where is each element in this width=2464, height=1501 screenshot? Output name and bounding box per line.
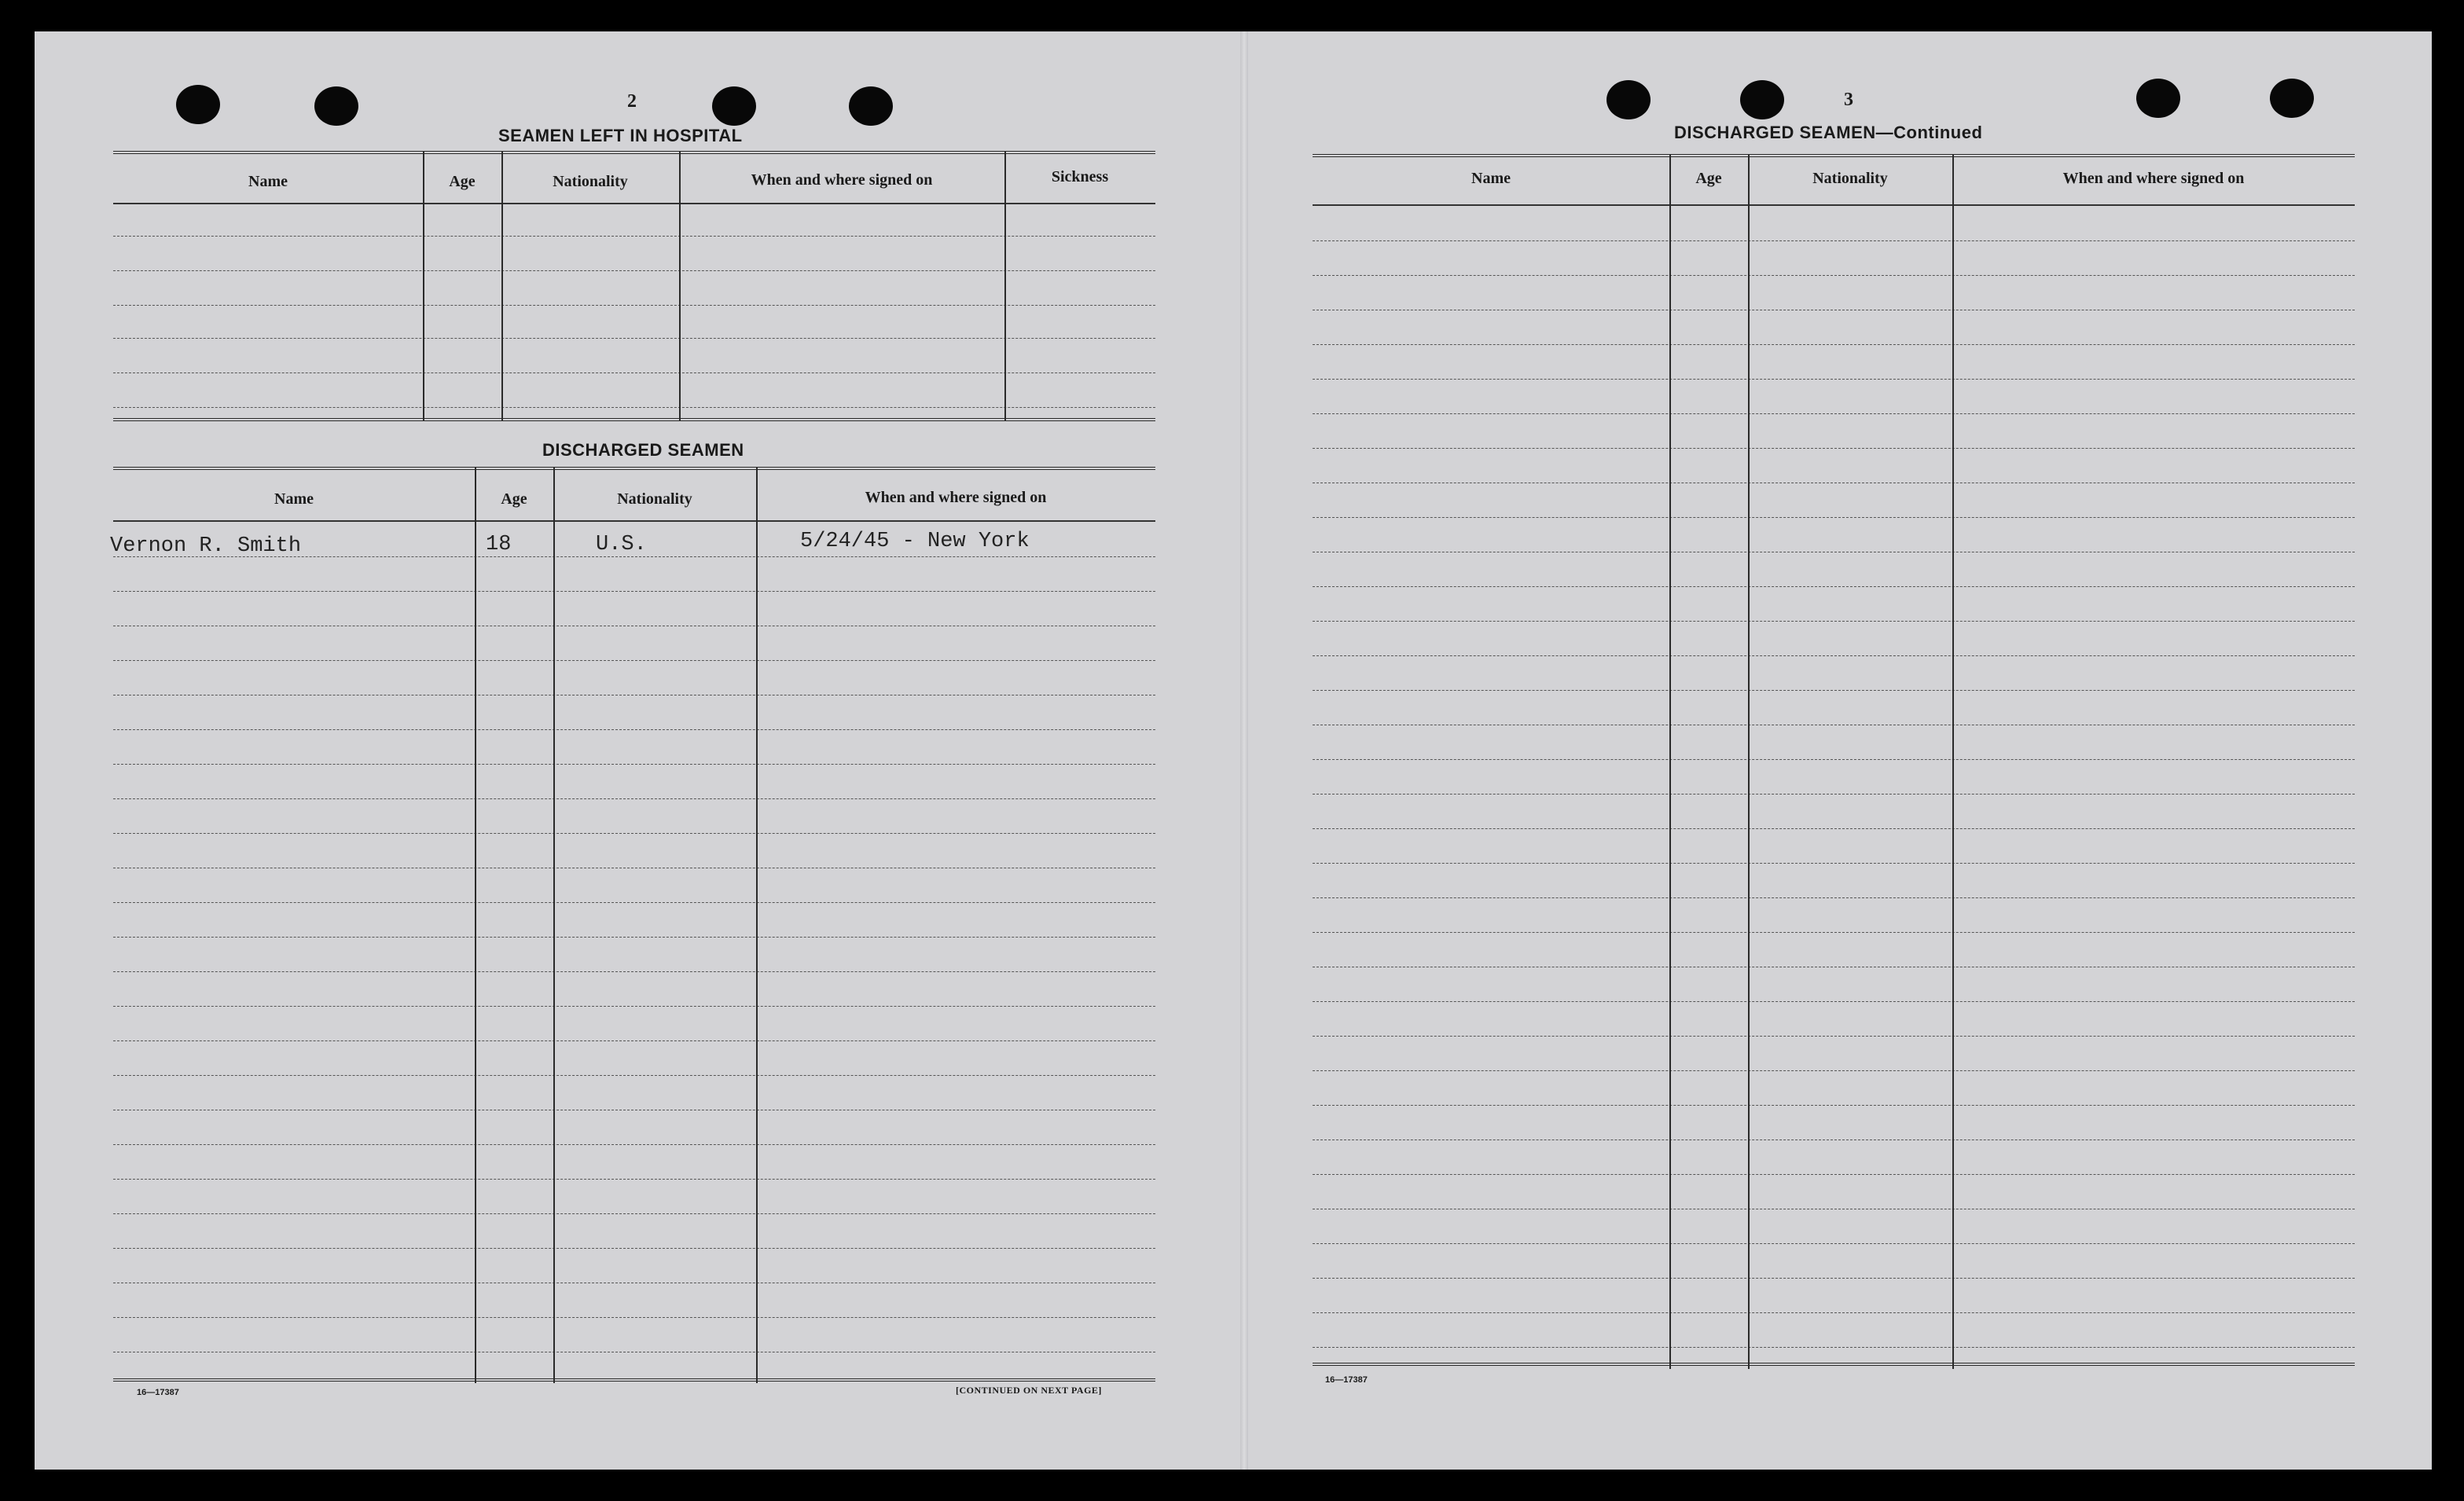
- row-line: [113, 1144, 1155, 1145]
- row-line: [1313, 379, 2355, 380]
- row-line: [113, 305, 1155, 306]
- column-divider: [1952, 154, 1954, 1369]
- row-line: [1313, 517, 2355, 518]
- column-divider: [1748, 154, 1750, 1369]
- row-line: [113, 1213, 1155, 1214]
- column-divider: [475, 467, 476, 1383]
- column-divider: [501, 151, 503, 421]
- punch-hole: [712, 86, 756, 126]
- punch-hole: [2136, 79, 2180, 118]
- table-bottom-rule: [1313, 1363, 2355, 1366]
- row-line: [1313, 621, 2355, 622]
- discharged-section-title: DISCHARGED SEAMEN: [542, 440, 744, 460]
- row-line: [1313, 1278, 2355, 1279]
- header-bottom-rule: [113, 520, 1155, 522]
- punch-hole: [849, 86, 893, 126]
- row-line: [113, 372, 1155, 373]
- page-number: 2: [627, 91, 637, 112]
- row-line: [113, 236, 1155, 237]
- row-line: [1313, 413, 2355, 414]
- discharged-continued-title: [1674, 123, 1982, 143]
- row-line: [113, 798, 1155, 799]
- column-header-signed-on: When and where signed on: [865, 489, 1047, 506]
- row-line: [113, 764, 1155, 765]
- row-line: [1313, 1312, 2355, 1313]
- table-bottom-rule: [113, 1378, 1155, 1382]
- header-bottom-rule: [1313, 204, 2355, 206]
- row-line: [1313, 1070, 2355, 1071]
- title-suffix: —Continued: [1875, 123, 1983, 142]
- seaman-age: 18: [486, 533, 512, 556]
- column-divider: [679, 151, 681, 421]
- form-number: 16—17387: [1325, 1375, 1368, 1385]
- row-line: [1313, 586, 2355, 587]
- row-line: [113, 1179, 1155, 1180]
- row-line: [113, 1040, 1155, 1041]
- row-line: [113, 902, 1155, 903]
- title-main: DISCHARGED SEAMEN: [1674, 123, 1876, 142]
- row-line: [1313, 1036, 2355, 1037]
- row-line: [1313, 897, 2355, 898]
- row-line: [113, 729, 1155, 730]
- row-line: [113, 937, 1155, 938]
- column-header-name: Name: [1471, 170, 1511, 187]
- hospital-section-title: SEAMEN LEFT IN HOSPITAL: [498, 126, 743, 145]
- discharged-table: [110, 467, 1155, 1383]
- row-line: [1313, 655, 2355, 656]
- column-header-name: Name: [274, 490, 314, 508]
- row-line: [1313, 1243, 2355, 1244]
- row-line: [113, 591, 1155, 592]
- row-line: [113, 660, 1155, 661]
- row-line: [1313, 690, 2355, 691]
- row-line: [1313, 794, 2355, 795]
- column-header-signed-on: When and where signed on: [751, 171, 933, 189]
- punch-hole: [176, 85, 220, 124]
- continued-note: [CONTINUED ON NEXT PAGE]: [956, 1385, 1102, 1396]
- row-line: [1313, 275, 2355, 276]
- row-line: [113, 407, 1155, 408]
- row-line: [113, 971, 1155, 972]
- column-header-age: Age: [449, 173, 476, 190]
- table-top-rule: [113, 151, 1155, 154]
- row-line: [1313, 344, 2355, 345]
- discharged-continued-table: [1313, 154, 2355, 1369]
- table-top-rule: [1313, 154, 2355, 157]
- punch-hole: [1740, 80, 1784, 119]
- row-line: [113, 833, 1155, 834]
- row-line: [1313, 828, 2355, 829]
- column-header-signed-on: When and where signed on: [2062, 170, 2245, 187]
- table-bottom-rule: [113, 418, 1155, 421]
- row-line: [1313, 1001, 2355, 1002]
- row-line: [1313, 1105, 2355, 1106]
- hospital-table: [113, 151, 1155, 421]
- row-line: [1313, 240, 2355, 241]
- seaman-name: Vernon R. Smith: [110, 534, 302, 558]
- column-header-nationality: Nationality: [617, 490, 692, 508]
- punch-hole: [2270, 79, 2314, 118]
- row-line: [1313, 863, 2355, 864]
- row-line: [1313, 1347, 2355, 1348]
- row-line: [113, 1317, 1155, 1318]
- column-divider: [756, 467, 758, 1383]
- row-line: [113, 338, 1155, 339]
- page-fold: [1240, 31, 1248, 1470]
- column-header-nationality: Nationality: [1812, 170, 1888, 187]
- header-bottom-rule: [113, 203, 1155, 204]
- row-line: [113, 1075, 1155, 1076]
- column-header-age: Age: [501, 490, 527, 508]
- column-divider: [553, 467, 555, 1383]
- row-line: [1313, 1174, 2355, 1175]
- punch-hole: [314, 86, 358, 126]
- table-top-rule: [113, 467, 1155, 470]
- row-line: [1313, 932, 2355, 933]
- column-divider: [1004, 151, 1006, 421]
- column-header-sickness: Sickness: [1051, 168, 1109, 185]
- row-line: [1313, 759, 2355, 760]
- seaman-signed-on: 5/24/45 - New York: [800, 530, 1030, 553]
- row-line: [1313, 448, 2355, 449]
- column-header-name: Name: [248, 173, 288, 190]
- column-header-age: Age: [1695, 170, 1722, 187]
- form-number: 16—17387: [137, 1388, 179, 1397]
- row-line: [113, 1006, 1155, 1007]
- column-divider: [1669, 154, 1671, 1369]
- page-number: 3: [1844, 90, 1853, 110]
- seaman-nationality: U.S.: [596, 533, 647, 556]
- row-line: [113, 270, 1155, 271]
- column-header-nationality: Nationality: [553, 173, 628, 190]
- punch-hole: [1607, 80, 1651, 119]
- column-divider: [423, 151, 424, 421]
- row-line: [113, 1248, 1155, 1249]
